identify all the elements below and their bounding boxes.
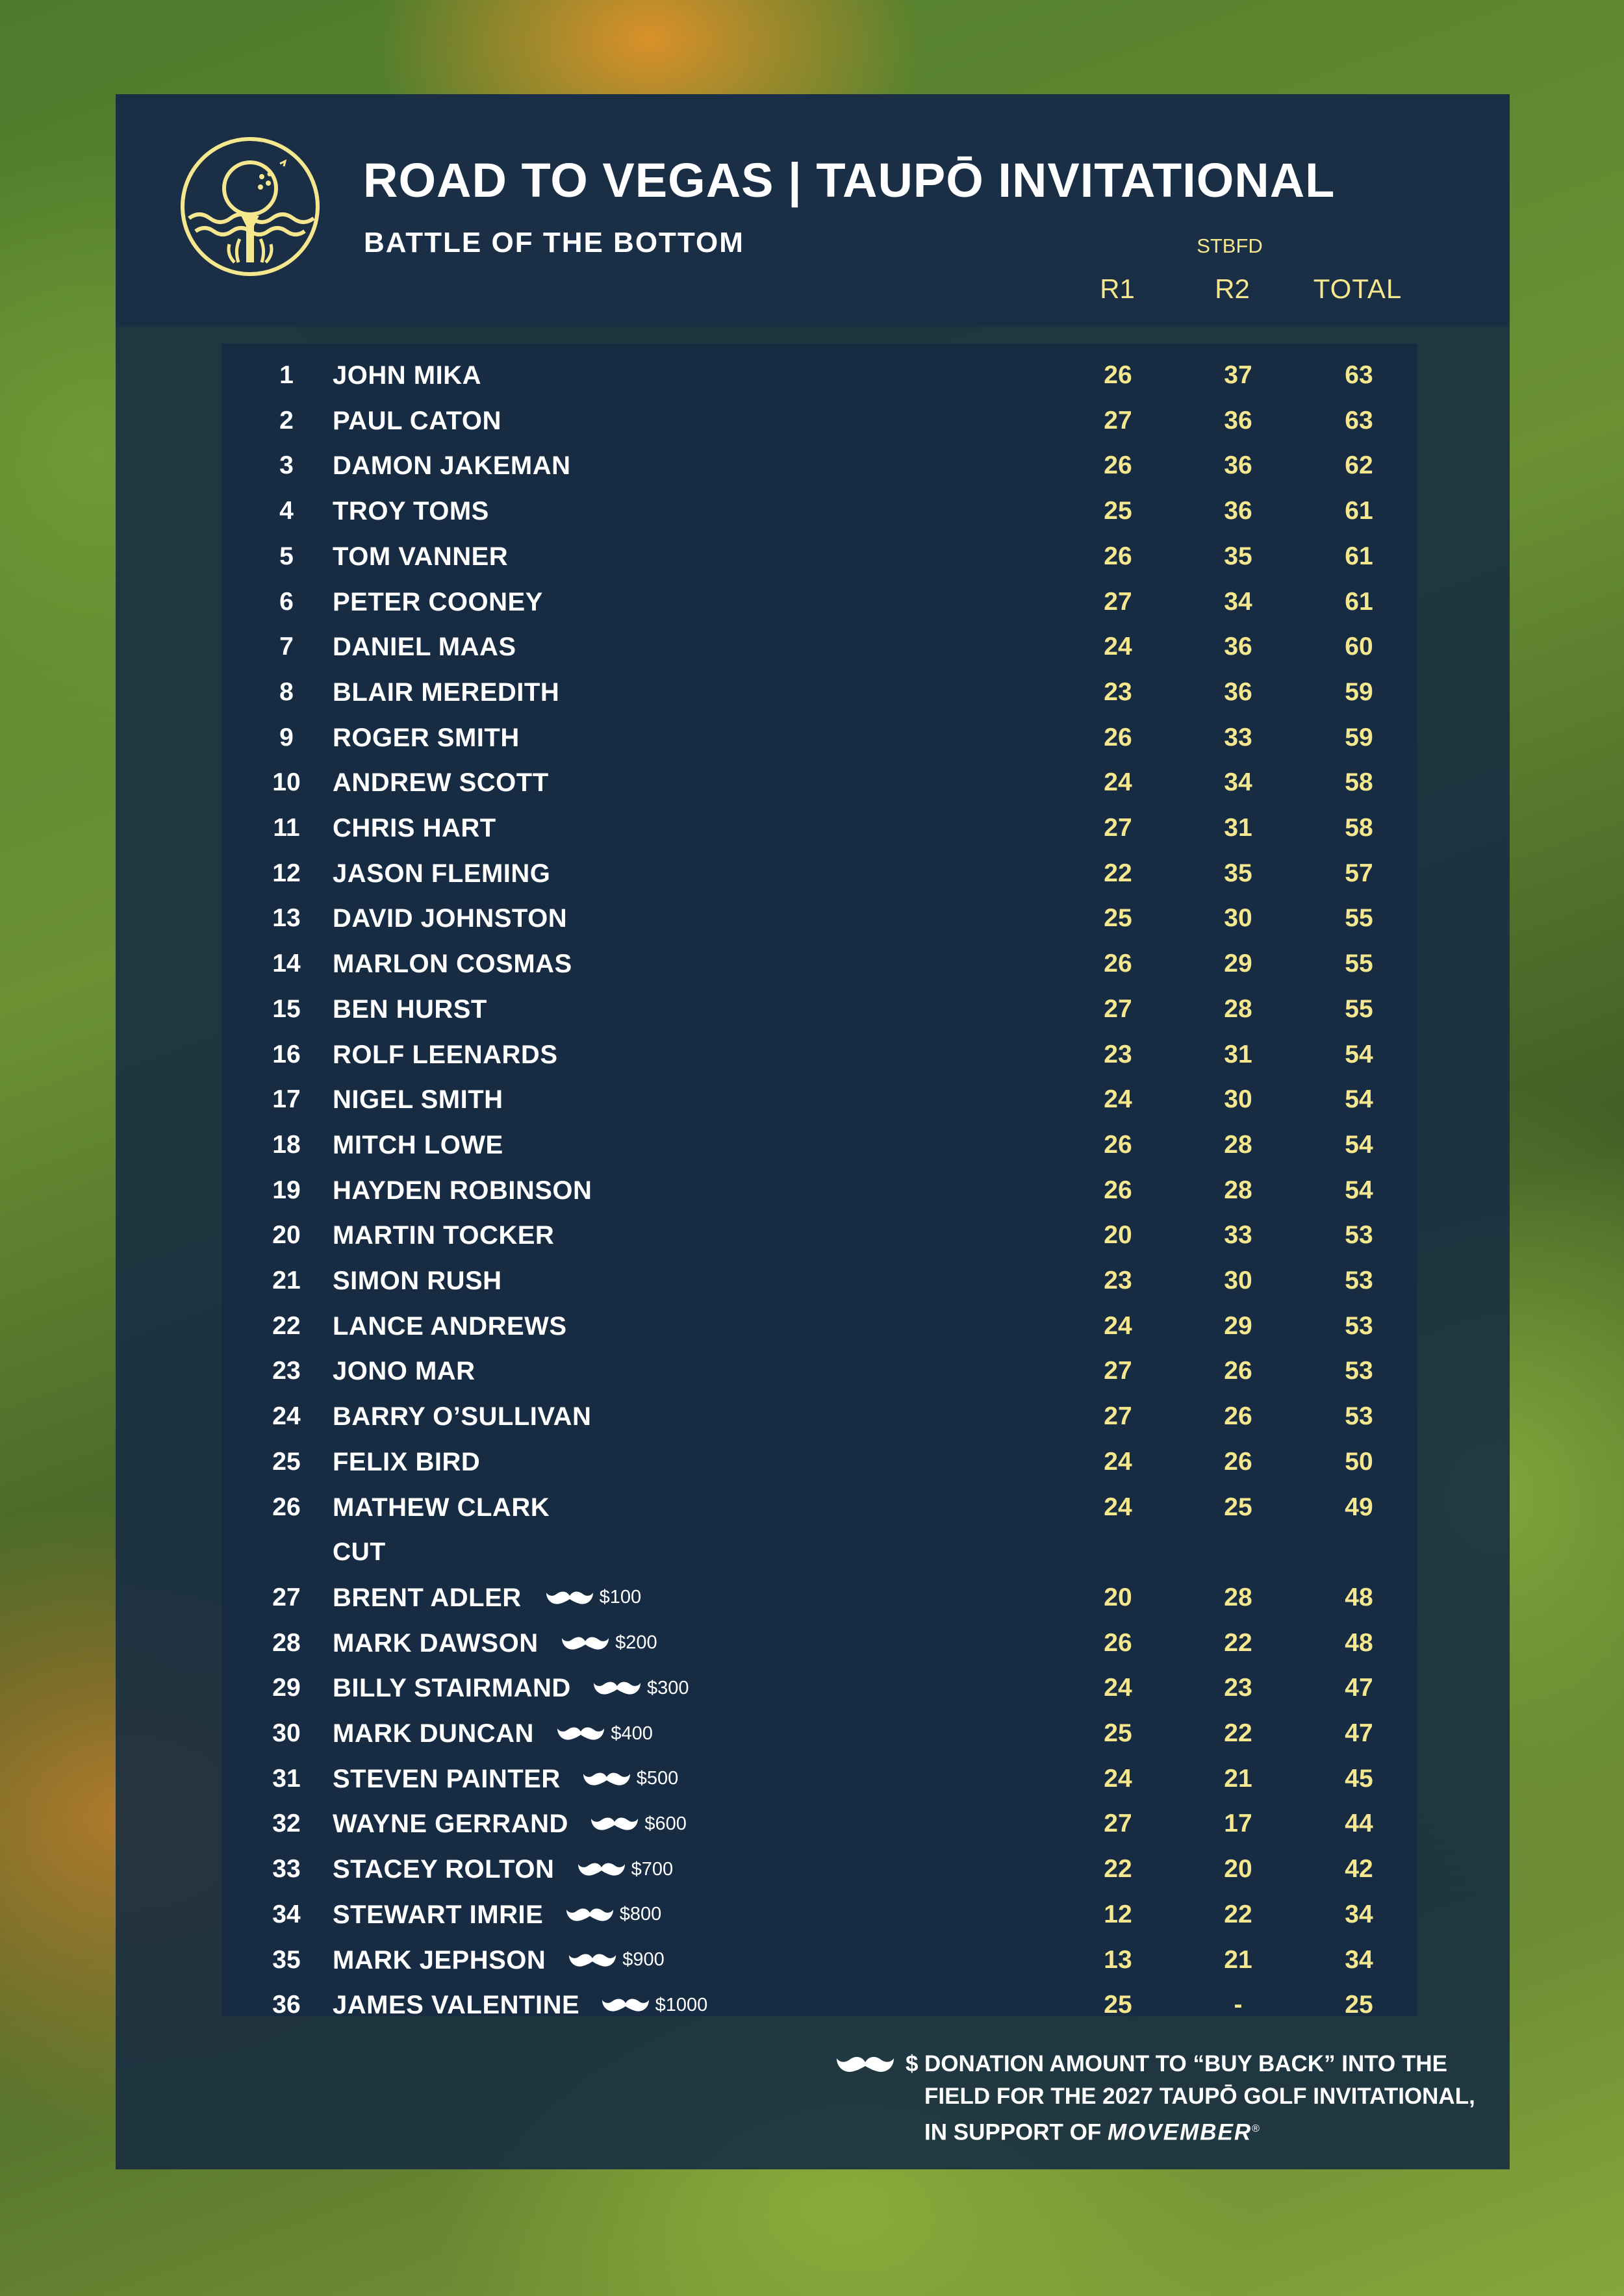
player-rank: 7 bbox=[279, 633, 294, 661]
total-score: 63 bbox=[1345, 361, 1373, 389]
donation-value: $600 bbox=[644, 1813, 687, 1834]
player-name: MARTIN TOCKER bbox=[333, 1221, 555, 1250]
player-name: MATHEW CLARK bbox=[333, 1493, 550, 1522]
round-2-score: 22 bbox=[1224, 1900, 1252, 1928]
leaderboard-table bbox=[222, 344, 1417, 2020]
total-score: 54 bbox=[1345, 1085, 1373, 1114]
player-rank: 28 bbox=[272, 1628, 301, 1657]
round-2-score: 29 bbox=[1224, 950, 1252, 978]
table-row bbox=[222, 1077, 1417, 1122]
table-row bbox=[222, 353, 1417, 398]
player-name: JAMES VALENTINE bbox=[333, 1991, 580, 2020]
total-score: 34 bbox=[1345, 1900, 1373, 1928]
player-rank: 36 bbox=[272, 1991, 301, 2019]
table-row bbox=[222, 1485, 1417, 1530]
player-rank: 18 bbox=[272, 1130, 301, 1159]
player-rank: 17 bbox=[272, 1085, 301, 1114]
round-2-score: 28 bbox=[1224, 1130, 1252, 1159]
table-row bbox=[222, 443, 1417, 488]
round-2-score: 34 bbox=[1224, 768, 1252, 797]
round-2-score: 36 bbox=[1224, 497, 1252, 525]
round-2-score: 17 bbox=[1224, 1810, 1252, 1838]
total-score: 25 bbox=[1345, 1991, 1373, 2019]
player-name: SIMON RUSH bbox=[333, 1267, 502, 1295]
player-name: MARK DUNCAN bbox=[333, 1719, 534, 1748]
total-score: 53 bbox=[1345, 1402, 1373, 1431]
table-row bbox=[222, 579, 1417, 625]
round-1-score: 24 bbox=[1104, 1493, 1132, 1521]
total-score: 55 bbox=[1345, 904, 1373, 933]
round-2-score: 33 bbox=[1224, 1221, 1252, 1250]
player-rank: 9 bbox=[279, 723, 294, 751]
total-score: 44 bbox=[1345, 1810, 1373, 1838]
player-rank: 6 bbox=[279, 587, 294, 616]
player-name: PAUL CATON bbox=[333, 406, 501, 435]
total-score: 47 bbox=[1345, 1719, 1373, 1747]
player-rank: 31 bbox=[272, 1764, 301, 1793]
round-2-score: 23 bbox=[1224, 1674, 1252, 1702]
player-name: DAMON JAKEMAN bbox=[333, 451, 571, 481]
donation-value: $200 bbox=[615, 1632, 657, 1654]
round-1-score: 26 bbox=[1104, 950, 1132, 978]
round-1-score: 23 bbox=[1104, 677, 1132, 706]
round-1-score: 27 bbox=[1104, 587, 1132, 616]
player-name: JOHN MIKA bbox=[333, 361, 481, 390]
round-1-score: 26 bbox=[1104, 451, 1132, 480]
donation-amount bbox=[577, 1847, 674, 1892]
player-name: PETER COONEY bbox=[333, 587, 543, 616]
round-1-score: 24 bbox=[1104, 1311, 1132, 1340]
round-1-score: 12 bbox=[1104, 1900, 1132, 1928]
total-score: 57 bbox=[1345, 859, 1373, 887]
table-row bbox=[222, 715, 1417, 761]
column-header-r1: R1 bbox=[1100, 273, 1135, 304]
donation-value: $900 bbox=[622, 1949, 665, 1970]
donation-value: $500 bbox=[636, 1768, 679, 1789]
round-1-score: 24 bbox=[1104, 1447, 1132, 1476]
round-1-score: 25 bbox=[1104, 1719, 1132, 1747]
round-2-score: 37 bbox=[1224, 361, 1252, 389]
total-score: 61 bbox=[1345, 542, 1373, 570]
round-2-score: 22 bbox=[1224, 1719, 1252, 1747]
round-2-score: - bbox=[1234, 1991, 1243, 2019]
table-row bbox=[222, 624, 1417, 670]
round-2-score: 36 bbox=[1224, 633, 1252, 661]
player-name: BILLY STAIRMAND bbox=[333, 1674, 571, 1703]
player-name: MARK JEPHSON bbox=[333, 1945, 546, 1974]
footnote-line-3: IN SUPPORT OF bbox=[924, 2119, 1102, 2145]
round-1-score: 25 bbox=[1104, 904, 1132, 933]
moustache-icon bbox=[601, 1997, 650, 2013]
player-rank: 3 bbox=[279, 451, 294, 480]
table-row bbox=[222, 1847, 1417, 1892]
player-name: TOM VANNER bbox=[333, 542, 509, 571]
player-name: BLAIR MEREDITH bbox=[333, 677, 560, 707]
moustache-icon bbox=[565, 1906, 615, 1923]
round-1-score: 26 bbox=[1104, 542, 1132, 570]
player-rank: 2 bbox=[279, 406, 294, 435]
page-title: ROAD TO VEGAS | TAUPŌ INVITATIONAL bbox=[363, 153, 1336, 207]
round-2-score: 21 bbox=[1224, 1945, 1252, 1974]
moustache-icon bbox=[592, 1680, 642, 1697]
total-score: 45 bbox=[1345, 1764, 1373, 1793]
table-row bbox=[222, 896, 1417, 941]
player-rank: 15 bbox=[272, 994, 301, 1023]
player-name: NIGEL SMITH bbox=[333, 1085, 503, 1115]
cut-label: CUT bbox=[333, 1538, 386, 1567]
player-name: ROLF LEENARDS bbox=[333, 1040, 558, 1069]
moustache-icon bbox=[545, 1589, 594, 1606]
table-row bbox=[222, 1892, 1417, 1937]
total-score: 61 bbox=[1345, 497, 1373, 525]
total-score: 54 bbox=[1345, 1130, 1373, 1159]
header bbox=[116, 94, 1510, 327]
player-name: BARRY O’SULLIVAN bbox=[333, 1402, 592, 1432]
total-score: 49 bbox=[1345, 1493, 1373, 1521]
footnote-dollar: $ bbox=[906, 2051, 919, 2076]
player-name: MARK DAWSON bbox=[333, 1628, 539, 1658]
round-2-score: 36 bbox=[1224, 677, 1252, 706]
table-row bbox=[222, 941, 1417, 987]
donation-amount bbox=[601, 1982, 708, 2028]
round-2-score: 31 bbox=[1224, 814, 1252, 842]
table-row bbox=[222, 1756, 1417, 1802]
round-1-score: 23 bbox=[1104, 1040, 1132, 1068]
donation-amount bbox=[545, 1575, 642, 1621]
player-rank: 11 bbox=[273, 814, 300, 842]
donation-value: $700 bbox=[631, 1858, 674, 1880]
player-rank: 26 bbox=[272, 1493, 301, 1521]
table-row bbox=[222, 1711, 1417, 1756]
player-rank: 23 bbox=[272, 1357, 301, 1385]
player-name: ROGER SMITH bbox=[333, 723, 520, 752]
round-1-score: 13 bbox=[1104, 1945, 1132, 1974]
total-score: 55 bbox=[1345, 994, 1373, 1023]
player-rank: 25 bbox=[272, 1447, 301, 1476]
total-score: 60 bbox=[1345, 633, 1373, 661]
player-rank: 4 bbox=[279, 497, 294, 525]
round-2-score: 28 bbox=[1224, 1176, 1252, 1204]
round-1-score: 24 bbox=[1104, 1085, 1132, 1114]
player-rank: 20 bbox=[272, 1221, 301, 1250]
donation-value: $800 bbox=[619, 1904, 662, 1925]
round-1-score: 26 bbox=[1104, 723, 1132, 751]
round-1-score: 25 bbox=[1104, 497, 1132, 525]
player-name: FELIX BIRD bbox=[333, 1447, 481, 1476]
round-2-score: 29 bbox=[1224, 1311, 1252, 1340]
player-rank: 33 bbox=[272, 1855, 301, 1884]
player-rank: 19 bbox=[272, 1176, 301, 1204]
total-score: 53 bbox=[1345, 1221, 1373, 1250]
table-row bbox=[222, 1937, 1417, 1983]
movember-logo: MOVEMBER bbox=[1107, 2119, 1252, 2145]
round-2-score: 36 bbox=[1224, 406, 1252, 435]
player-rank: 22 bbox=[272, 1311, 301, 1340]
player-name: TROY TOMS bbox=[333, 497, 489, 526]
table-row bbox=[222, 1665, 1417, 1711]
player-rank: 10 bbox=[272, 768, 301, 797]
table-row bbox=[222, 1982, 1417, 2028]
total-score: 55 bbox=[1345, 950, 1373, 978]
round-2-score: 36 bbox=[1224, 451, 1252, 480]
table-row bbox=[222, 534, 1417, 579]
player-rank: 8 bbox=[279, 677, 294, 706]
player-name: STEWART IMRIE bbox=[333, 1900, 544, 1929]
round-2-score: 26 bbox=[1224, 1357, 1252, 1385]
player-name: BEN HURST bbox=[333, 994, 487, 1024]
moustache-icon bbox=[835, 2054, 895, 2075]
total-score: 62 bbox=[1345, 451, 1373, 480]
round-1-score: 27 bbox=[1104, 1357, 1132, 1385]
total-score: 53 bbox=[1345, 1357, 1373, 1385]
total-score: 42 bbox=[1345, 1855, 1373, 1884]
player-rank: 29 bbox=[272, 1674, 301, 1702]
player-name: MARLON COSMAS bbox=[333, 950, 572, 979]
round-1-score: 20 bbox=[1104, 1221, 1132, 1250]
donation-amount bbox=[568, 1937, 665, 1983]
total-score: 59 bbox=[1345, 677, 1373, 706]
round-2-score: 25 bbox=[1224, 1493, 1252, 1521]
round-2-score: 28 bbox=[1224, 994, 1252, 1023]
round-1-score: 22 bbox=[1104, 1855, 1132, 1884]
table-row bbox=[222, 398, 1417, 444]
round-2-score: 30 bbox=[1224, 1085, 1252, 1114]
player-rank: 21 bbox=[272, 1267, 301, 1294]
round-1-score: 24 bbox=[1104, 768, 1132, 797]
round-2-score: 26 bbox=[1224, 1447, 1252, 1476]
cut-line-row bbox=[222, 1530, 1417, 1575]
round-1-score: 27 bbox=[1104, 1402, 1132, 1431]
player-rank: 16 bbox=[272, 1040, 301, 1068]
round-1-score: 25 bbox=[1104, 1991, 1132, 2019]
round-1-score: 20 bbox=[1104, 1583, 1132, 1611]
player-rank: 32 bbox=[272, 1810, 301, 1838]
table-row bbox=[222, 1801, 1417, 1847]
donation-amount bbox=[592, 1665, 689, 1711]
table-row bbox=[222, 1304, 1417, 1349]
column-header-total: TOTAL bbox=[1313, 273, 1402, 304]
round-1-score: 22 bbox=[1104, 859, 1132, 887]
player-rank: 1 bbox=[279, 361, 294, 389]
round-1-score: 26 bbox=[1104, 1628, 1132, 1657]
player-rank: 30 bbox=[272, 1719, 301, 1747]
table-row bbox=[222, 1621, 1417, 1666]
round-2-score: 20 bbox=[1224, 1855, 1252, 1884]
player-rank: 27 bbox=[272, 1583, 301, 1611]
round-1-score: 27 bbox=[1104, 406, 1132, 435]
table-row bbox=[222, 1032, 1417, 1078]
table-row bbox=[222, 670, 1417, 715]
table-row bbox=[222, 1348, 1417, 1394]
donation-value: $300 bbox=[647, 1677, 689, 1698]
player-name: JONO MAR bbox=[333, 1357, 476, 1386]
round-2-score: 26 bbox=[1224, 1402, 1252, 1431]
player-name: HAYDEN ROBINSON bbox=[333, 1176, 592, 1205]
round-2-score: 35 bbox=[1224, 859, 1252, 887]
round-1-score: 24 bbox=[1104, 633, 1132, 661]
footnote-line-2: FIELD FOR THE 2027 TAUPŌ GOLF INVITATIONAL, bbox=[924, 2084, 1475, 2109]
table-row bbox=[222, 851, 1417, 896]
moustache-icon bbox=[582, 1771, 631, 1787]
column-header-r2: R2 bbox=[1215, 273, 1250, 304]
round-2-score: 34 bbox=[1224, 587, 1252, 616]
player-rank: 14 bbox=[272, 950, 301, 978]
round-2-score: 30 bbox=[1224, 904, 1252, 933]
round-1-score: 26 bbox=[1104, 361, 1132, 389]
round-1-score: 26 bbox=[1104, 1176, 1132, 1204]
moustache-icon bbox=[556, 1725, 605, 1742]
moustache-icon bbox=[590, 1815, 639, 1832]
donation-amount bbox=[561, 1621, 657, 1666]
player-name: DAVID JOHNSTON bbox=[333, 904, 568, 933]
round-1-score: 26 bbox=[1104, 1130, 1132, 1159]
footnote-line-1: DONATION AMOUNT TO “BUY BACK” INTO THE bbox=[924, 2051, 1447, 2076]
player-name: WAYNE GERRAND bbox=[333, 1810, 568, 1839]
player-name: MITCH LOWE bbox=[333, 1130, 503, 1159]
total-score: 63 bbox=[1345, 406, 1373, 435]
total-score: 34 bbox=[1345, 1945, 1373, 1974]
round-2-score: 35 bbox=[1224, 542, 1252, 570]
round-1-score: 23 bbox=[1104, 1267, 1132, 1294]
stbfd-label: STBFD bbox=[1197, 234, 1263, 257]
total-score: 54 bbox=[1345, 1176, 1373, 1204]
donation-amount bbox=[590, 1801, 687, 1847]
round-2-score: 30 bbox=[1224, 1267, 1252, 1294]
round-2-score: 33 bbox=[1224, 723, 1252, 751]
table-row bbox=[222, 1439, 1417, 1485]
donation-amount bbox=[582, 1756, 679, 1802]
table-row bbox=[222, 760, 1417, 805]
player-rank: 24 bbox=[272, 1402, 301, 1431]
total-score: 59 bbox=[1345, 723, 1373, 751]
moustache-icon bbox=[568, 1952, 617, 1969]
round-1-score: 27 bbox=[1104, 1810, 1132, 1838]
donation-value: $400 bbox=[611, 1722, 653, 1744]
player-name: LANCE ANDREWS bbox=[333, 1311, 567, 1341]
player-name: STACEY ROLTON bbox=[333, 1855, 555, 1884]
table-row bbox=[222, 1258, 1417, 1304]
donation-value: $100 bbox=[599, 1587, 642, 1608]
total-score: 48 bbox=[1345, 1583, 1373, 1611]
table-row bbox=[222, 488, 1417, 534]
donation-amount bbox=[565, 1892, 662, 1937]
table-row bbox=[222, 1575, 1417, 1621]
moustache-icon bbox=[561, 1635, 610, 1652]
player-name: STEVEN PAINTER bbox=[333, 1764, 561, 1793]
player-rank: 13 bbox=[272, 904, 301, 933]
round-1-score: 27 bbox=[1104, 814, 1132, 842]
table-row bbox=[222, 1168, 1417, 1213]
total-score: 54 bbox=[1345, 1040, 1373, 1068]
table-row bbox=[222, 1394, 1417, 1439]
total-score: 53 bbox=[1345, 1311, 1373, 1340]
table-row bbox=[222, 987, 1417, 1032]
player-name: CHRIS HART bbox=[333, 814, 496, 842]
total-score: 53 bbox=[1345, 1267, 1373, 1294]
player-rank: 12 bbox=[272, 859, 301, 887]
table-row bbox=[222, 1122, 1417, 1168]
round-1-score: 24 bbox=[1104, 1764, 1132, 1793]
player-rank: 35 bbox=[272, 1945, 301, 1974]
round-2-score: 28 bbox=[1224, 1583, 1252, 1611]
round-2-score: 22 bbox=[1224, 1628, 1252, 1657]
round-2-score: 31 bbox=[1224, 1040, 1252, 1068]
moustache-icon bbox=[577, 1861, 626, 1878]
donation-amount bbox=[556, 1711, 653, 1756]
player-rank: 5 bbox=[279, 542, 294, 570]
total-score: 50 bbox=[1345, 1447, 1373, 1476]
player-name: JASON FLEMING bbox=[333, 859, 551, 888]
table-row bbox=[222, 1213, 1417, 1258]
round-2-score: 21 bbox=[1224, 1764, 1252, 1793]
table-row bbox=[222, 805, 1417, 851]
player-rank: 34 bbox=[272, 1900, 301, 1928]
total-score: 58 bbox=[1345, 768, 1373, 797]
total-score: 58 bbox=[1345, 814, 1373, 842]
donation-value: $1000 bbox=[655, 1994, 708, 2015]
total-score: 61 bbox=[1345, 587, 1373, 616]
golf-ball-on-tee-logo-icon bbox=[179, 135, 322, 278]
player-name: DANIEL MAAS bbox=[333, 633, 516, 662]
total-score: 47 bbox=[1345, 1674, 1373, 1702]
round-1-score: 27 bbox=[1104, 994, 1132, 1023]
page-subtitle: BATTLE OF THE BOTTOM bbox=[364, 227, 744, 259]
total-score: 48 bbox=[1345, 1628, 1373, 1657]
player-name: ANDREW SCOTT bbox=[333, 768, 549, 798]
round-1-score: 24 bbox=[1104, 1674, 1132, 1702]
leaderboard-panel: ROAD TO VEGAS | TAUPŌ INVITATIONAL BATTLE OF THE BOTTOM STBFD R1 R2 TOTAL 1 JOHN MIKA 26 37 63 2 PAUL CATON 27 36 63 3 DAMON JAKEMAN 26 36 62 4 TROY TOMS 25 36 61 5 TOM VANNER 26 35 61 6 PETER COONEY 27 34 61 7 DANIEL MAAS 24 36 60 8 BLAIR MEREDITH 23 36 59 9 ROGER SMITH 26 33 59 10 ANDREW SCOTT 24 34 58 11 CHRIS HART 27 31 58 12 JASON FLEMING 22 35 57 13 DAVID JOHNSTON 25 30 55 14 MARLON COSMAS 26 29 55 15 BEN HURST 27 28 55 16 ROLF LEENARDS 23 31 54 17 NIGEL SMITH 24 30 54 18 MITCH LOWE 26 28 54 19 HAYDEN ROBINSON 26 28 54 20 MARTIN TOCKER 20 33 53 21 SIMON RUSH 23 30 53 22 LANCE ANDREWS 24 29 53 23 JONO MAR 27 26 53 24 BARRY O’SULLIVAN 27 26 53 25 FELIX BIRD 24 26 50 26 MATHEW CLARK 24 25 49 CUT 27 BRENT ADLER $100 20 28 48 28 MARK DAWSON $200 26 22 48 29 BILLY STAIRMAND $300 24 23 47 30 MARK DUNCAN $400 25 22 47 31 STEVEN PAINTER $500 24 21 45 32 WAYNE GERRAND $600 27 17 44 33 STACEY ROLTON $700 22 20 42 34 STEWART IMRIE $800 12 22 34 35 MARK JEPHSON $900 13 21 34 36 JAMES VALENTINE $1000 25 - 25 $ DONATION AMOUNT TO “BUY BACK” INTO THE FIELD FOR THE 2027 TAUPŌ GOLF INVITATIONAL, IN SUPPORT OF MOVEMBER® bbox=[116, 94, 1510, 2169]
player-name: BRENT ADLER bbox=[333, 1583, 522, 1612]
